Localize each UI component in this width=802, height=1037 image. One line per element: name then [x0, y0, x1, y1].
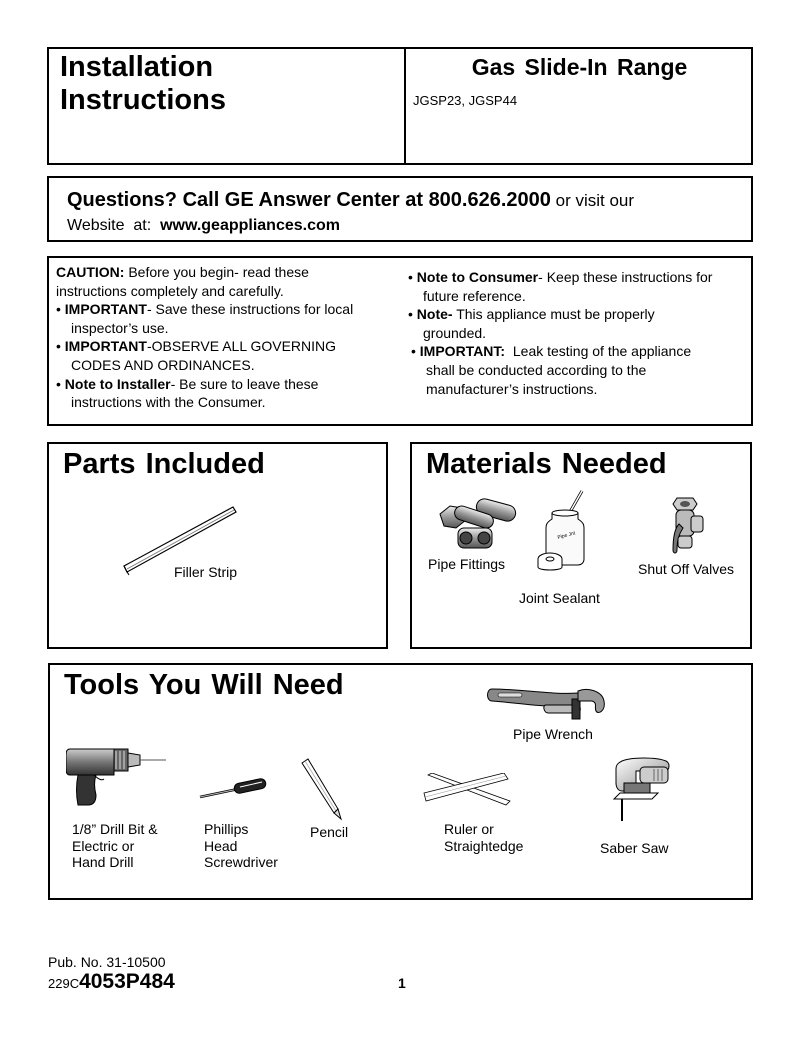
section-title: Materials Needed	[426, 448, 667, 480]
website-link[interactable]: www.geappliances.com	[160, 217, 340, 234]
section-title: Tools You Will Need	[64, 669, 344, 701]
section-title: Parts Included	[63, 448, 265, 480]
pipe-wrench-icon	[486, 685, 610, 723]
label-line: Screwdriver	[204, 854, 278, 870]
caution-right-column	[408, 268, 748, 398]
item-text: Leak testing of the appliance	[505, 343, 692, 360]
model-numbers: JGSP23, JGSP44	[413, 93, 518, 108]
item-label: IMPORTANT	[64, 301, 147, 318]
item-label: Note to Consumer	[416, 269, 539, 285]
bullet-icon: •	[56, 301, 61, 318]
item-text: -OBSERVE ALL GOVERNING	[146, 338, 337, 355]
item-label: IMPORTANT:	[419, 343, 506, 360]
tool-label	[444, 821, 523, 854]
item-text-cont: CODES AND ORDINANCES.	[71, 356, 255, 373]
label-line: Straightedge	[444, 837, 524, 854]
questions-suffix: or visit our	[550, 191, 635, 210]
caution-text: Before you begin- read these	[124, 264, 309, 280]
label-line: Ruler or	[444, 821, 494, 837]
label-line: Hand Drill	[72, 854, 134, 870]
caution-label: CAUTION:	[56, 264, 125, 280]
tool-label: Pencil	[310, 824, 349, 840]
caution-item	[408, 268, 748, 305]
pipe-fittings-icon	[436, 498, 526, 552]
bullet-icon: •	[408, 269, 413, 285]
item-text-cont: instructions with the Consumer.	[71, 394, 266, 411]
parts-included-section	[47, 442, 388, 649]
website-label: Website at:	[67, 217, 161, 234]
bullet-icon: •	[56, 375, 61, 392]
label-line: Head	[204, 837, 238, 854]
tool-label: Saber Saw	[600, 840, 669, 856]
item-text-cont: inspector’s use.	[71, 319, 169, 336]
joint-sealant-icon	[536, 489, 588, 581]
tool-label	[72, 821, 158, 871]
item-label: Shut Off Valves	[638, 561, 734, 577]
item-label: Pipe Fittings	[428, 556, 506, 572]
item-text-cont: shall be conducted according to the	[426, 361, 647, 378]
questions-box	[47, 176, 753, 242]
product-title: Gas Slide-In Range	[471, 54, 688, 80]
label-line: Phillips	[204, 821, 249, 837]
drill-icon	[66, 743, 172, 807]
ruler-icon	[422, 773, 514, 807]
item-text: - Save these instructions for local	[146, 301, 354, 318]
svg-text:Pipe Jnt: Pipe Jnt	[556, 530, 576, 541]
item-label: Filler Strip	[174, 564, 238, 580]
item-text: - Keep these instructions for	[538, 269, 713, 285]
part-number	[48, 970, 175, 994]
bullet-icon: •	[56, 338, 61, 355]
part-number-prefix: 229C	[48, 976, 80, 991]
questions-prefix: Questions? Call GE Answer Center at	[67, 189, 429, 211]
questions-line	[67, 189, 634, 212]
bullet-icon: •	[408, 306, 413, 323]
label-line: Electric or	[72, 837, 135, 854]
caution-item	[56, 375, 396, 412]
caution-item	[408, 342, 748, 398]
document-title	[60, 51, 226, 117]
item-text: This appliance must be properly	[452, 306, 655, 323]
title-line-1: Installation	[60, 51, 214, 83]
pencil-icon	[300, 757, 346, 821]
item-label: Joint Sealant	[519, 590, 600, 606]
caution-item	[56, 300, 396, 337]
page-number: 1	[398, 975, 406, 991]
item-text-cont: manufacturer’s instructions.	[426, 380, 598, 397]
item-text: - Be sure to leave these	[170, 375, 319, 392]
caution-left-column	[56, 263, 396, 412]
item-label: IMPORTANT	[64, 338, 147, 355]
tools-section	[48, 663, 753, 900]
publication-number: Pub. No. 31-10500	[48, 954, 166, 970]
tool-label	[204, 821, 278, 871]
phone-number: 800.626.2000	[428, 189, 551, 211]
shut-off-valve-icon	[667, 496, 707, 558]
part-number-main: 4053P484	[79, 970, 175, 993]
caution-text-cont: instructions completely and carefully.	[56, 282, 284, 299]
website-line	[67, 217, 340, 235]
header-box	[47, 47, 753, 165]
item-label: Note-	[416, 306, 453, 323]
saber-saw-icon	[610, 757, 674, 827]
item-text-cont: grounded.	[423, 324, 487, 341]
item-label: Note to Installer	[64, 375, 171, 392]
item-text-cont: future reference.	[423, 287, 526, 304]
caution-box	[47, 256, 753, 426]
title-line-2: Instructions	[60, 84, 226, 116]
bullet-icon: •	[411, 343, 416, 360]
caution-item	[56, 263, 396, 300]
screwdriver-icon	[198, 775, 270, 801]
label-line: 1/8” Drill Bit &	[72, 821, 158, 837]
caution-item	[56, 337, 396, 374]
caution-item	[408, 305, 748, 342]
tool-label: Pipe Wrench	[513, 726, 593, 742]
materials-needed-section	[410, 442, 752, 649]
